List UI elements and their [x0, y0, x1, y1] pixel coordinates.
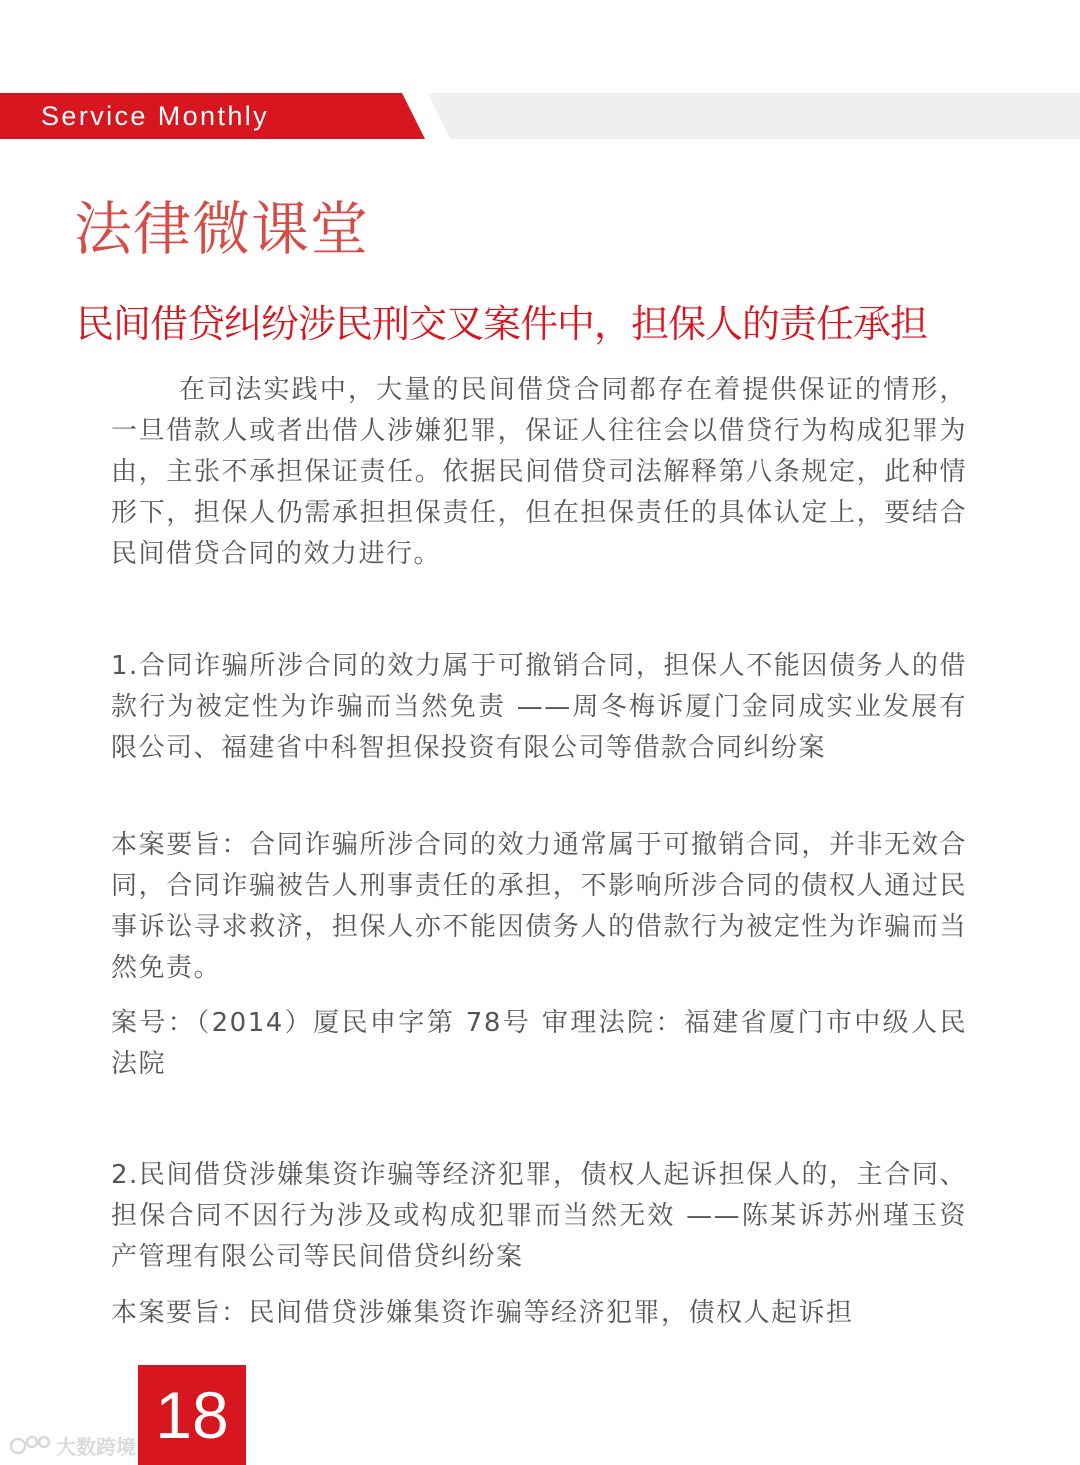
- case-1-gist: 本案要旨：合同诈骗所涉合同的效力通常属于可撤销合同，并非无效合同，合同诈骗被告人刑事责任的承担，不影响所涉合同的债权人通过民事诉讼寻求救济，担保人亦不能因债务人的借款行为被定性为诈骗而当然免责。: [111, 830, 967, 983]
- header-grey-strip: [428, 93, 1080, 139]
- case-2-gist: 本案要旨：民间借贷涉嫌集资诈骗等经济犯罪，债权人起诉担: [111, 1298, 854, 1328]
- case-2-heading: 2.民间借贷涉嫌集资诈骗等经济犯罪，债权人起诉担保人的，主合同、担保合同不因行为涉及或构成犯罪而当然无效 ——陈某诉苏州瑾玉资产管理有限公司等民间借贷纠纷案: [111, 1160, 967, 1272]
- case-1-case-number: 案号：（2014）厦民申字第 78号 审理法院：福建省厦门市中级人民法院: [111, 1008, 967, 1079]
- article-title: 民间借贷纠纷涉民刑交叉案件中，担保人的责任承担: [76, 302, 928, 346]
- section-title: 法律微课堂: [74, 195, 370, 263]
- watermark-text: 大数跨境: [56, 1434, 136, 1459]
- case-1-heading: 1.合同诈骗所涉合同的效力属于可撤销合同，担保人不能因债务人的借款行为被定性为诈骗而当然免责 ——周冬梅诉厦门金同成实业发展有限公司、福建省中科智担保投资有限公司等借款合同纠纷案: [111, 651, 967, 763]
- logo-icon: [8, 1433, 52, 1457]
- publication-name: Service Monthly: [41, 101, 270, 131]
- page-number: 18: [155, 1378, 229, 1452]
- intro-paragraph: 在司法实践中，大量的民间借贷合同都存在着提供保证的情形，一旦借款人或者出借人涉嫌犯罪，保证人往往会以借贷行为构成犯罪为由，主张不承担保证责任。依据民间借贷司法解释第八条规定，此种情形下，担保人仍需承担担保责任，但在担保责任的具体认定上，要结合民间借贷合同的效力进行。: [111, 375, 967, 569]
- watermark: [8, 1430, 136, 1460]
- header-band: [0, 93, 1080, 139]
- page-number-box: [138, 1365, 246, 1465]
